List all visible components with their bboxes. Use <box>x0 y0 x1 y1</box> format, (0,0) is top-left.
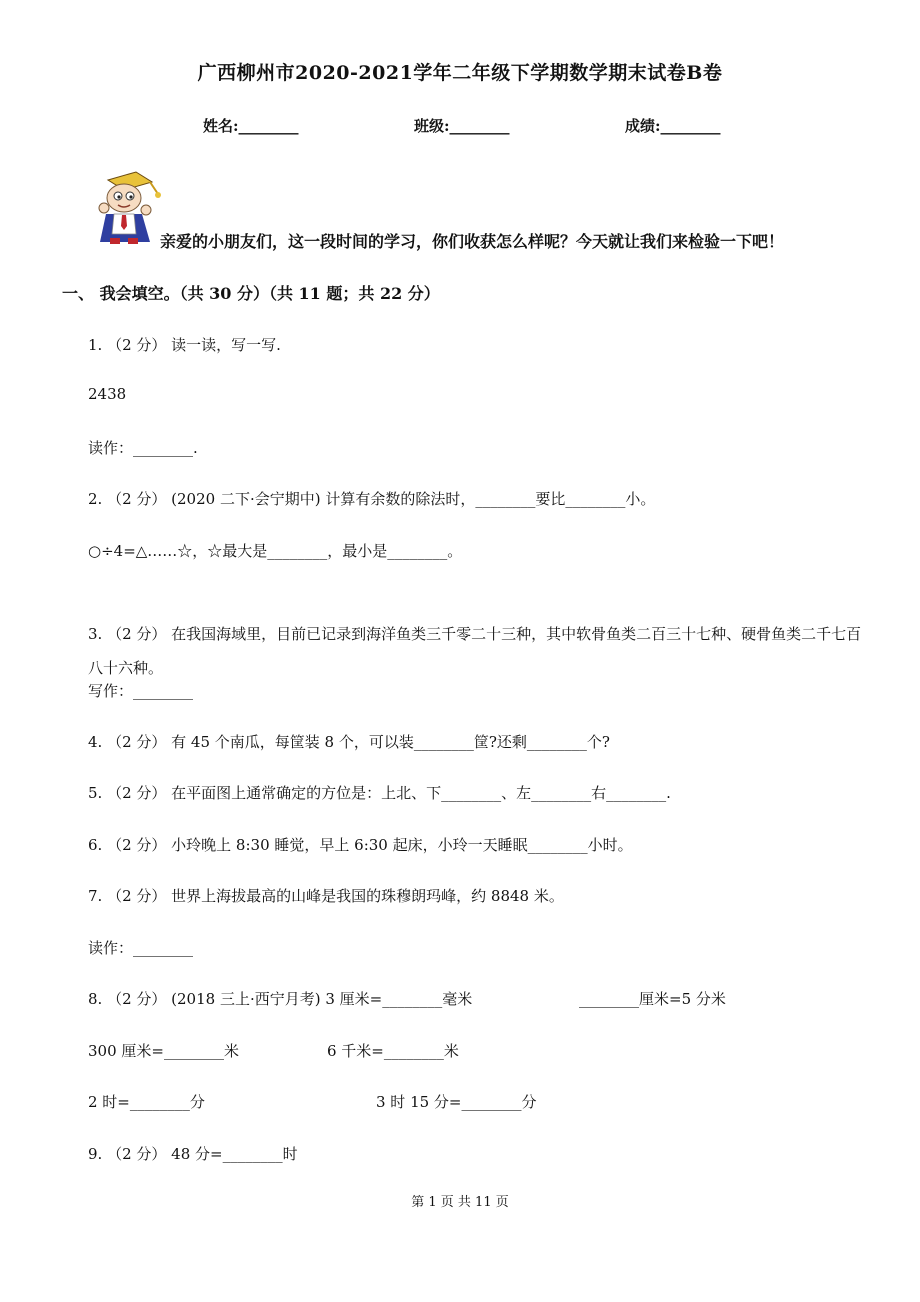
question-1-answer: 读作：________. <box>88 439 198 457</box>
question-1: 1. （2 分） 读一读，写一写. <box>88 336 281 354</box>
question-5: 5. （2 分） 在平面图上通常确定的方位是：上北、下________、左________右________. <box>88 784 671 802</box>
class-field: 班级:________ <box>414 117 510 135</box>
greeting-text: 亲爱的小朋友们，这一段时间的学习，你们收获怎么样呢？今天就让我们来检验一下吧！ <box>160 232 785 251</box>
question-8-item3: 300 厘米=________米 <box>88 1042 239 1060</box>
question-7-answer: 读作：________ <box>88 939 194 957</box>
question-2-line2: ○÷4=△……☆，☆最大是________，最小是________。 <box>88 542 463 560</box>
question-3: 3. （2 分） 在我国海域里，目前已记录到海洋鱼类三千零二十三种，其中软骨鱼类二百三十七种、硬骨鱼类二千七百八十六种。 <box>88 625 862 677</box>
question-9: 9. （2 分） 48 分=________时 <box>88 1145 298 1163</box>
page-footer: 第 1 页 共 11 页 <box>411 1195 509 1210</box>
question-3-answer: 写作：________ <box>88 682 194 700</box>
question-7: 7. （2 分） 世界上海拔最高的山峰是我国的珠穆朗玛峰，约 8848 米。 <box>88 887 564 905</box>
question-8: 8. （2 分） (2018 三上·西宁月考) 3 厘米=________毫米 <box>88 990 473 1008</box>
question-1-number: 2438 <box>88 385 127 403</box>
mascot-image <box>92 168 164 246</box>
cap-tassel <box>150 182 158 194</box>
cap-star <box>155 192 161 198</box>
question-8-item6: 3 时 15 分=________分 <box>376 1093 537 1111</box>
question-4: 4. （2 分） 有 45 个南瓜，每筐装 8 个，可以装________筐?还剩________个? <box>88 733 610 751</box>
name-field: 姓名:________ <box>203 117 299 135</box>
question-8-item4: 6 千米=________米 <box>327 1042 459 1060</box>
question-8-item2: ________厘米=5 分米 <box>579 990 726 1008</box>
question-8-item5: 2 时=________分 <box>88 1093 205 1111</box>
question-6: 6. （2 分） 小玲晚上 8:30 睡觉，早上 6:30 起床，小玲一天睡眠________小时。 <box>88 836 633 854</box>
question-2: 2. （2 分） (2020 二下·会宁期中) 计算有余数的除法时，________要比________小。 <box>88 490 656 508</box>
score-field: 成绩:________ <box>625 117 721 135</box>
mascot-head <box>107 184 141 212</box>
exam-title: 广西柳州市2020-2021学年二年级下学期数学期末试卷B卷 <box>197 62 723 84</box>
section-heading: 一、 我会填空。（共 30 分）（共 11 题；共 22 分） <box>62 284 440 303</box>
